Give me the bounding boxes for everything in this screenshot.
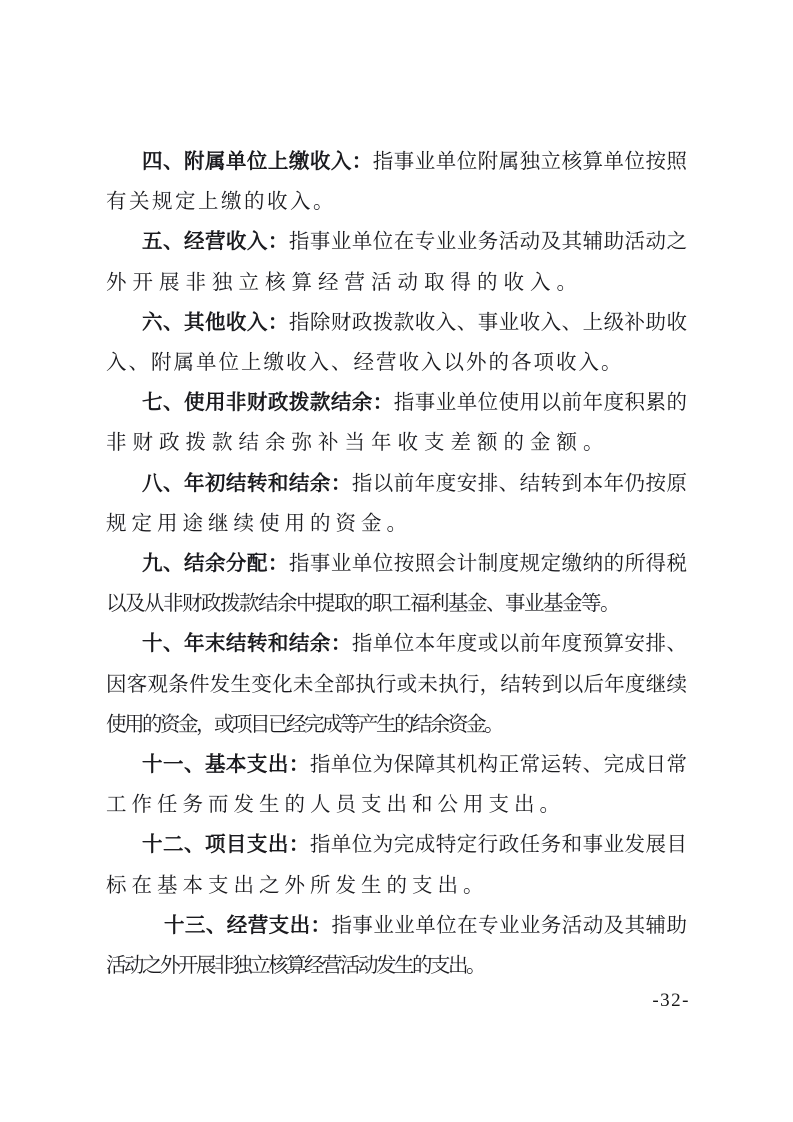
definition-text: 指事业单位在专业业务活动及其辅助活动之 (288, 231, 688, 254)
definition-paragraph-12 (106, 825, 687, 905)
definition-paragraph-9 (106, 544, 687, 624)
definition-paragraph-7 (106, 383, 687, 463)
term-label: 九、结余分配： (142, 553, 289, 576)
text-line: 以及从非财政拨款结余中提取的职工福利基金、事业基金等。 (106, 593, 619, 616)
definition-paragraph-6 (106, 303, 687, 383)
definition-paragraph-13 (106, 906, 687, 986)
text-line (106, 906, 687, 946)
text-line (106, 222, 687, 262)
term-label: 十三、经营支出： (164, 914, 332, 937)
definition-text: 指以前年度安排、结转到本年仍按原 (351, 472, 688, 495)
text-line: 入、附属单位上缴收入、经营收入以外的各项收入。 (106, 352, 624, 375)
term-label: 十一、基本支出： (142, 754, 310, 777)
definition-text: 指单位本年度或以前年度预算安排、 (351, 633, 688, 656)
definition-paragraph-10 (106, 624, 687, 745)
text-line (106, 624, 687, 664)
definition-text: 指单位为保障其机构正常运转、完成日常 (309, 754, 688, 777)
text-line: 活动之外开展非独立核算经营活动发生的支出。 (106, 955, 484, 978)
term-label: 五、经营收入： (142, 231, 289, 254)
definition-paragraph-8 (106, 464, 687, 544)
text-line: 因客观条件发生变化未全部执行或未执行，结转到以后年度继续 (106, 673, 687, 696)
text-line (106, 544, 687, 584)
text-line (106, 142, 687, 182)
text-line: 有关规定上缴的收入。 (106, 191, 336, 214)
definition-paragraph-4 (106, 142, 687, 222)
term-label: 十二、项目支出： (142, 834, 310, 857)
text-line: 规定用途继续使用的资金。 (106, 512, 412, 535)
text-line (106, 745, 687, 785)
text-line (106, 464, 687, 504)
text-line: 外开展非独立核算经营活动取得的收入。 (106, 271, 583, 294)
definition-paragraph-11 (106, 745, 687, 825)
term-label: 六、其他收入： (142, 311, 289, 334)
definition-text: 指事业单位按照会计制度规定缴纳的所得税 (288, 553, 688, 576)
definitions-text (106, 142, 687, 986)
term-label: 八、年初结转和结余： (142, 472, 352, 495)
definition-text: 指除财政拨款收入、事业收入、上级补助收 (288, 311, 688, 334)
text-line (106, 303, 687, 343)
text-line: 工作任务而发生的人员支出和公用支出。 (106, 794, 565, 817)
definition-text: 指事业单位附属独立核算单位按照 (372, 151, 688, 173)
term-label: 七、使用非财政拨款结余： (142, 392, 394, 415)
definition-paragraph-5 (106, 222, 687, 302)
text-line (106, 383, 687, 423)
term-label: 四、附属单位上缴收入： (142, 151, 373, 173)
definition-text: 指单位为完成特定行政任务和事业发展目 (309, 834, 688, 857)
text-line: 非财政拨款结余弥补当年收支差额的金额。 (106, 432, 610, 455)
text-line: 标在基本支出之外所发生的支出。 (106, 874, 489, 897)
term-label: 十、年末结转和结余： (142, 633, 352, 656)
page-number: -32- (652, 990, 690, 1011)
definition-text: 指事业单位使用以前年度积累的 (393, 392, 688, 415)
text-line: 使用的资金，或项目已经完成等产生的结余资金。 (106, 713, 502, 736)
text-line (106, 825, 687, 865)
definition-text: 指事业业单位在专业业务活动及其辅助 (331, 914, 687, 937)
